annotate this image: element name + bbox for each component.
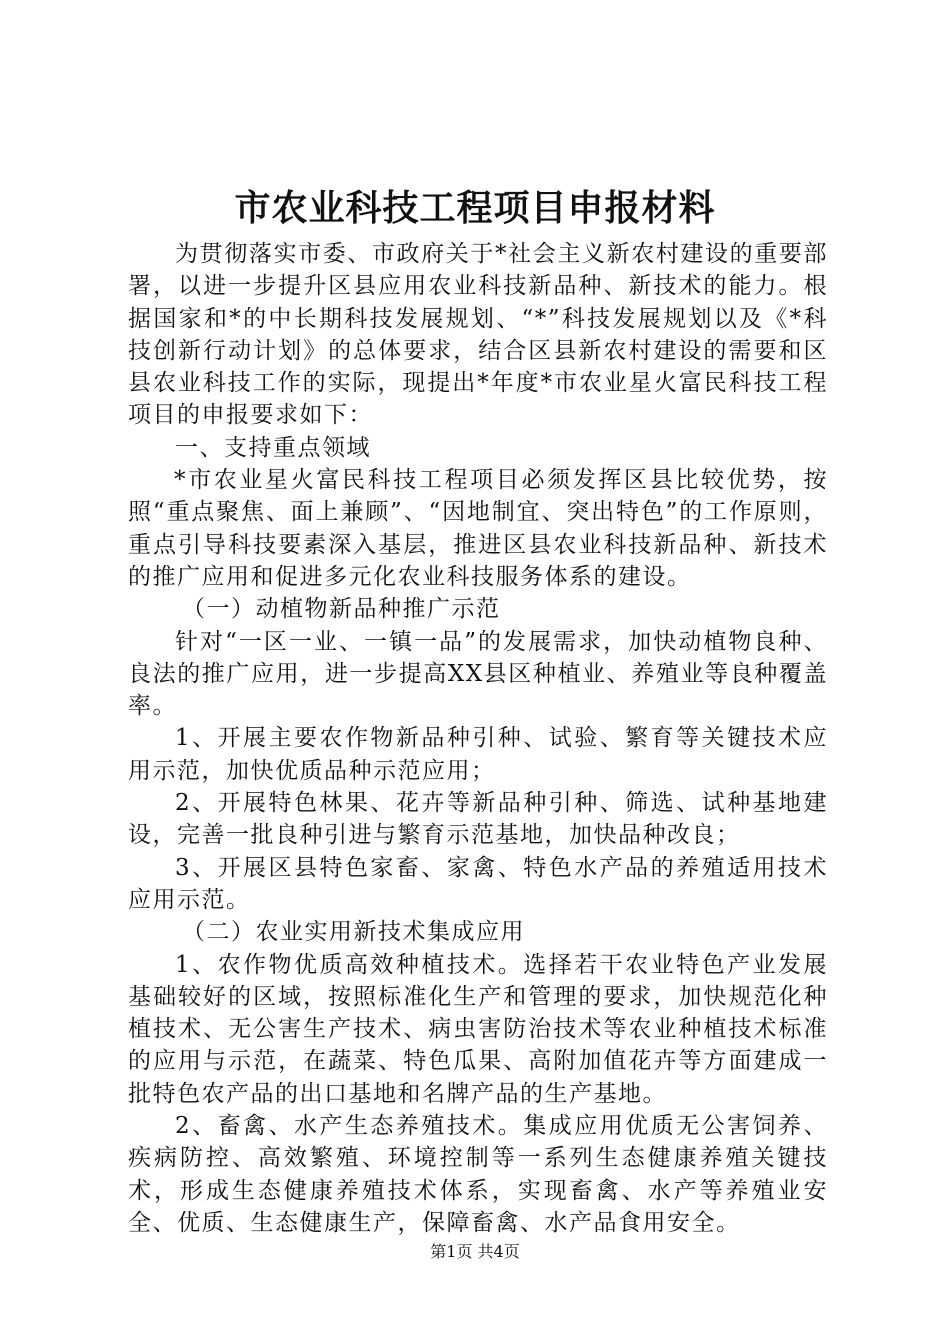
subsection-heading-1: （一）动植物新品种推广示范 [182,596,501,623]
subsection-heading-2: （二）农业实用新技术集成应用 [182,919,525,946]
subsection-2-item-2: 2、畜禽、水产生态养殖技术。集成应用优质无公害饲养、疾病防控、高效繁殖、环境控制等一系列生态健康养殖关键技术，形成生态健康养殖技术体系，实现畜禽、水产等养殖业安全、优质、生态健康生产，保障畜禽、水产品食用安全。 [128,1113,828,1236]
list-item-2: 2、开展特色林果、花卉等新品种引种、筛选、试种基地建设，完善一批良种引进与繁育示范基地，加快品种改良； [128,790,828,849]
document-title: 市农业科技工程项目申报材料 [234,187,716,229]
section-heading-1: 一、支持重点领域 [175,434,371,461]
subsection-1-paragraph: 针对“一区一业、一镇一品”的发展需求，加快动植物良种、良法的推广应用，进一步提高XX县区种植业、养殖业等良种覆盖率。 [128,628,828,720]
page-number-footer: 第1页 共4页 [430,1242,520,1261]
document-body [128,238,828,1239]
list-item-3: 3、开展区县特色家畜、家禽、特色水产品的养殖适用技术应用示范。 [128,854,828,913]
intro-paragraph: 为贯彻落实市委、市政府关于*社会主义新农村建设的重要部署，以进一步提升区县应用农业科技新品种、新技术的能力。根据国家和*的中长期科技发展规划、“*”科技发展规划以及《*科技创新行动计划》的总体要求，结合区县新农村建设的需要和区县农业科技工作的实际，现提出*年度*市农业星火富民科技工程项目的申报要求如下： [128,241,828,429]
list-item-1: 1、开展主要农作物新品种引种、试验、繁育等关键技术应用示范，加快优质品种示范应用； [128,725,828,784]
section-1-paragraph: *市农业星火富民科技工程项目必须发挥区县比较优势，按照“重点聚焦、面上兼顾”、“因地制宜、突出特色”的工作原则，重点引导科技要素深入基层，推进区县农业科技新品种、新技术的推广应用和促进多元化农业科技服务体系的建设。 [128,467,828,590]
subsection-2-item-1: 1、农作物优质高效种植技术。选择若干农业特色产业发展基础较好的区域，按照标准化生产和管理的要求，加快规范化种植技术、无公害生产技术、病虫害防治技术等农业种植技术标准的应用与示范，在蔬菜、特色瓜果、高附加值花卉等方面建成一批特色农产品的出口基地和名牌产品的生产基地。 [128,951,828,1107]
